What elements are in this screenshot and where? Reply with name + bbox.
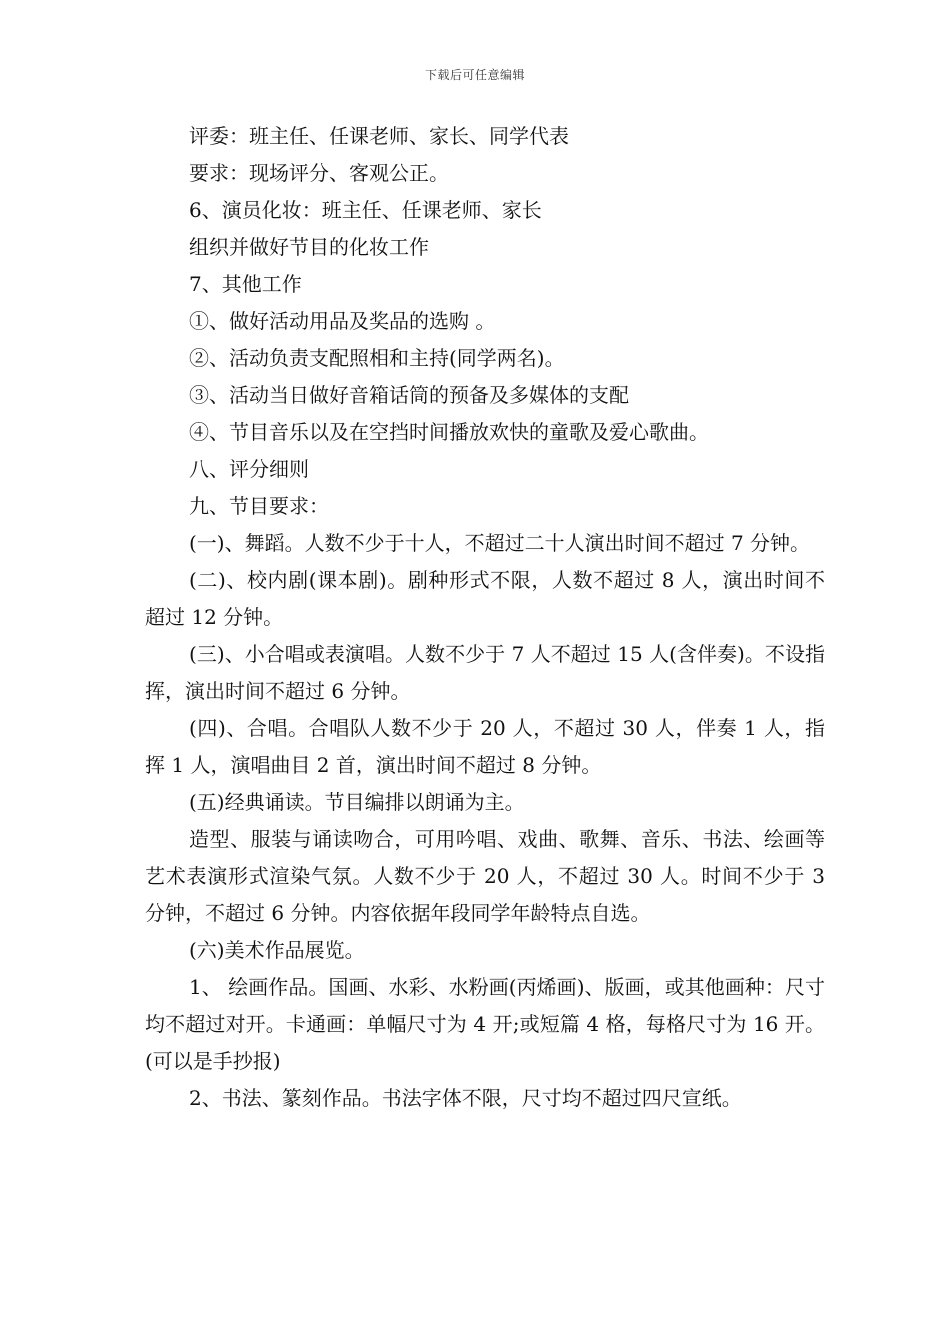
page-header: 下载后可任意编辑 — [424, 68, 525, 82]
paragraph: (四)、合唱。合唱队人数不少于 20 人，不超过 30 人，伴奏 1 人，指挥 1 人，演唱曲目 2 首，演出时间不超过 8 分钟。 — [145, 716, 825, 777]
paragraph: ④、节目音乐以及在空挡时间播放欢快的童歌及爱心歌曲。 — [189, 420, 709, 444]
paragraph: 造型、服装与诵读吻合，可用吟唱、戏曲、歌舞、音乐、书法、绘画等艺术表演形式渲染气氛。人数不少于 20 人，不超过 30 人。时间不少于 3 分钟，不超过 6 分钟。内容依据年段同学年龄特点自选。 — [145, 827, 825, 925]
document-body — [145, 118, 825, 1117]
paragraph: 组织并做好节目的化妆工作 — [189, 235, 429, 259]
paragraph: (一)、舞蹈。人数不少于十人，不超过二十人演出时间不超过 7 分钟。 — [189, 531, 811, 555]
paragraph: ③、活动当日做好音箱话筒的预备及多媒体的支配 — [189, 383, 629, 407]
paragraph: ②、活动负责支配照相和主持(同学两名)。 — [189, 346, 565, 370]
paragraph: 6、演员化妆：班主任、任课老师、家长 — [189, 198, 542, 222]
paragraph: (五)经典诵读。节目编排以朗诵为主。 — [189, 790, 525, 814]
paragraph: (二)、校内剧(课本剧)。剧种形式不限，人数不超过 8 人，演出时间不超过 12 分钟。 — [145, 568, 825, 629]
paragraph: 1、 绘画作品。国画、水彩、水粉画(丙烯画)、版画，或其他画种：尺寸均不超过对开。卡通画：单幅尺寸为 4 开;或短篇 4 格，每格尺寸为 16 开。(可以是手抄报) — [145, 975, 825, 1073]
paragraph: 八、评分细则 — [189, 457, 309, 481]
paragraph: ①、做好活动用品及奖品的选购 。 — [189, 309, 496, 333]
paragraph: 7、其他工作 — [189, 272, 302, 296]
paragraph: 评委：班主任、任课老师、家长、同学代表 — [189, 124, 569, 148]
paragraph: 2、书法、篆刻作品。书法字体不限，尺寸均不超过四尺宣纸。 — [189, 1086, 742, 1110]
paragraph: 要求：现场评分、客观公正。 — [189, 161, 449, 185]
paragraph: (六)美术作品展览。 — [189, 938, 365, 962]
paragraph: 九、节目要求： — [189, 494, 329, 518]
paragraph: (三)、小合唱或表演唱。人数不少于 7 人不超过 15 人(含伴奏)。不设指挥，演出时间不超过 6 分钟。 — [145, 642, 825, 703]
